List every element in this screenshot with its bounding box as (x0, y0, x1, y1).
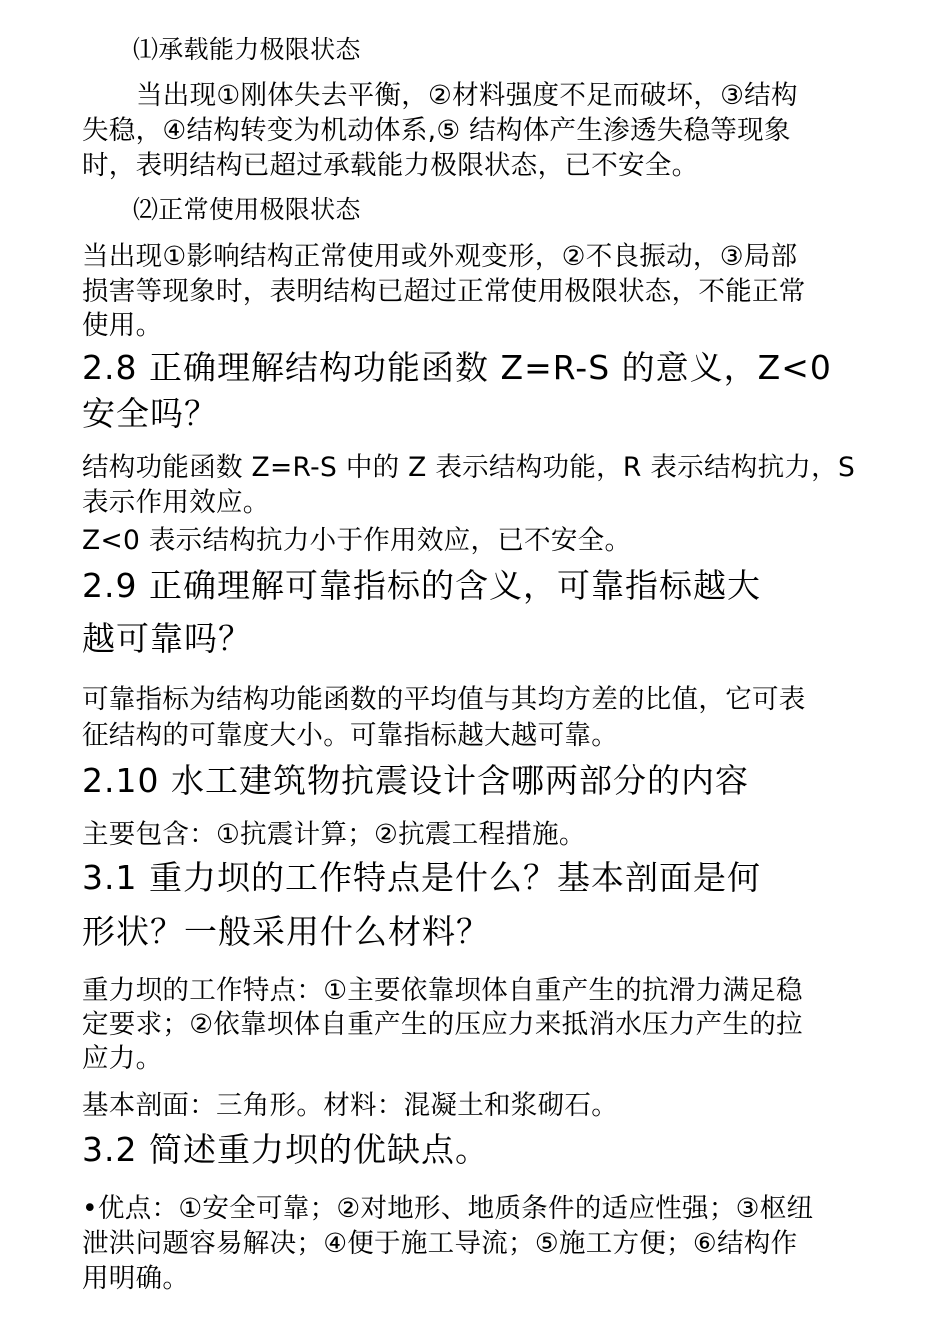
paragraph-line: 时，表明结构已超过承载能力极限状态，已不安全。 (82, 150, 699, 181)
sub-heading-ultimate-limit-state: ⑴承载能力极限状态 (133, 35, 361, 64)
section-heading-2-9-cont: 越可靠吗？ (82, 619, 252, 658)
paragraph-line: Z<0 表示结构抗力小于作用效应，已不安全。 (82, 525, 632, 556)
paragraph-line: 应力。 (82, 1043, 163, 1074)
bullet-line: •优点：①安全可靠；②对地形、地质条件的适应性强；③枢纽 (82, 1193, 814, 1224)
paragraph-line: 当出现①影响结构正常使用或外观变形，②不良振动，③局部 (82, 241, 798, 272)
section-heading-2-8: 2.8 正确理解结构功能函数 Z=R-S 的意义，Z<0 (82, 348, 832, 387)
paragraph-line: 定要求；②依靠坝体自重产生的压应力来抵消水压力产生的拉 (82, 1009, 803, 1040)
paragraph-line: 表示作用效应。 (82, 487, 270, 518)
paragraph-line: 征结构的可靠度大小。可靠指标越大越可靠。 (82, 720, 618, 751)
paragraph-line: 使用。 (82, 310, 163, 341)
paragraph-line: 主要包含：①抗震计算；②抗震工程措施。 (82, 819, 586, 850)
sub-heading-serviceability-limit-state: ⑵正常使用极限状态 (133, 195, 361, 224)
paragraph-line: 失稳，④结构转变为机动体系,⑤ 结构体产生渗透失稳等现象 (82, 115, 791, 146)
section-heading-2-10: 2.10 水工建筑物抗震设计含哪两部分的内容 (82, 761, 749, 800)
paragraph-line: 当出现①刚体失去平衡，②材料强度不足而破坏，③结构 (136, 80, 798, 111)
paragraph-line: 结构功能函数 Z=R-S 中的 Z 表示结构功能，R 表示结构抗力，S (82, 452, 856, 483)
paragraph-line: 损害等现象时，表明结构已超过正常使用极限状态，不能正常 (82, 276, 806, 307)
section-heading-2-9: 2.9 正确理解可靠指标的含义，可靠指标越大 (82, 566, 761, 605)
paragraph-line: 泄洪问题容易解决；④便于施工导流；⑤施工方便；⑥结构作 (82, 1228, 798, 1259)
paragraph-line: 重力坝的工作特点：①主要依靠坝体自重产生的抗滑力满足稳 (82, 975, 803, 1006)
paragraph-line: 用明确。 (82, 1263, 190, 1294)
section-heading-3-1: 3.1 重力坝的工作特点是什么？基本剖面是何 (82, 858, 761, 897)
section-heading-3-2: 3.2 简述重力坝的优缺点。 (82, 1130, 489, 1169)
paragraph-line: 可靠指标为结构功能函数的平均值与其均方差的比值，它可表 (82, 684, 806, 715)
paragraph-line: 基本剖面：三角形。材料：混凝土和浆砌石。 (82, 1090, 618, 1121)
section-heading-2-8-cont: 安全吗？ (82, 394, 218, 433)
section-heading-3-1-cont: 形状？一般采用什么材料？ (82, 912, 490, 951)
